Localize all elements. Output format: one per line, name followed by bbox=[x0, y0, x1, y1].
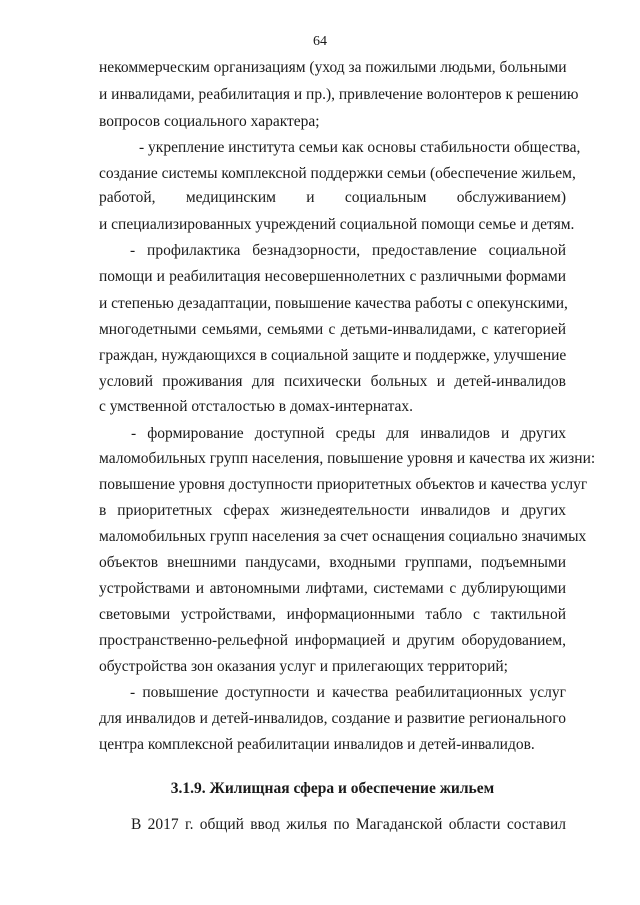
text-line: некоммерческим организациям (уход за пожилыми людьми, больными bbox=[99, 59, 567, 76]
page-number: 64 bbox=[313, 34, 327, 49]
text-line: многодетными семьями, семьями с детьми-инвалидами, с категорией bbox=[99, 321, 566, 338]
text-line: пространственно-рельефной информацией и другим оборудованием, bbox=[99, 632, 566, 649]
text-line: центра комплексной реабилитации инвалидов и детей-инвалидов. bbox=[99, 736, 535, 753]
text-line: вопросов социального характера; bbox=[99, 113, 320, 130]
text-line: и инвалидами, реабилитация и пр.), привлечение волонтеров к решению bbox=[99, 86, 579, 103]
text-line: для инвалидов и детей-инвалидов, создание и развитие регионального bbox=[99, 710, 566, 727]
section-heading: 3.1.9. Жилищная сфера и обеспечение жильем bbox=[170, 780, 495, 797]
text-line: и специализированных учреждений социальной помощи семье и детям. bbox=[99, 216, 575, 233]
text-line: устройствами и автономными лифтами, системами с дублирующими bbox=[99, 580, 566, 597]
text-line: - профилактика безнадзорности, предоставление социальной bbox=[130, 242, 566, 259]
text-line: - укрепление института семьи как основы стабильности общества, bbox=[139, 139, 581, 156]
text-line: в приоритетных сферах жизнедеятельности инвалидов и других bbox=[99, 502, 566, 519]
text-line: объектов внешними пандусами, входными группами, подъемными bbox=[99, 554, 566, 571]
text-line: граждан, нуждающихся в социальной защите и поддержке, улучшение bbox=[99, 347, 567, 364]
text-line: В 2017 г. общий ввод жилья по Магаданской области составил bbox=[131, 816, 566, 833]
text-line: маломобильных групп населения за счет оснащения социально значимых bbox=[99, 528, 587, 545]
text-line: - повышение доступности и качества реабилитационных услуг bbox=[130, 684, 566, 701]
text-line: создание системы комплексной поддержки семьи (обеспечение жильем, bbox=[99, 165, 576, 182]
text-line: маломобильных групп населения, повышение уровня и качества их жизни: bbox=[99, 450, 596, 467]
text-line: - формирование доступной среды для инвалидов и других bbox=[131, 425, 566, 442]
text-line: помощи и реабилитация несовершеннолетних с различными формами bbox=[99, 268, 566, 285]
text-line: повышение уровня доступности приоритетных объектов и качества услуг bbox=[99, 476, 588, 493]
text-line: с умственной отсталостью в домах-интернатах. bbox=[99, 398, 414, 415]
text-line: обустройства зон оказания услуг и прилегающих территорий; bbox=[99, 658, 508, 675]
text-line: и степенью дезадаптации, повышение качества работы с опекунскими, bbox=[99, 295, 568, 312]
text-line: условий проживания для психически больных и детей-инвалидов bbox=[99, 373, 566, 390]
text-line: работой, медицинским и социальным обслуживанием) bbox=[99, 189, 566, 206]
text-line: световыми устройствами, информационными табло с тактильной bbox=[99, 606, 566, 623]
